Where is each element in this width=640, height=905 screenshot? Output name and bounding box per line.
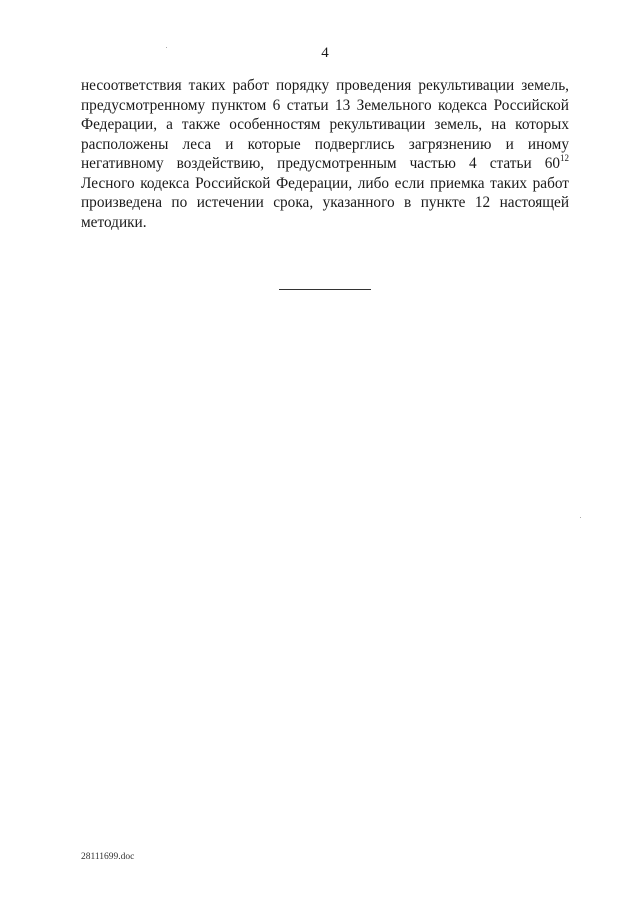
page-number: 4 <box>321 45 329 61</box>
paragraph-text-part-2: Лесного кодекса Российской Федерации, либо если приемка таких работ произведена по истечении срока, указанного в пункте 12 настоящей методики. <box>81 174 569 231</box>
body-paragraph <box>81 76 569 232</box>
scan-speck <box>580 517 581 518</box>
end-of-text-rule <box>279 289 371 290</box>
paragraph-text-part-1: несоответствия таких работ порядку проведения рекультивации земель, предусмотренному пунктом 6 статьи 13 Земельного кодекса Российской Федерации, а также особенностям рекультивации земель, на которых расположены леса и которые подверглись загрязнению и иному негативному воздействию, предусмотренным частью 4 статьи 60 <box>81 77 569 172</box>
footer-doc-id: 28111699.doc <box>81 852 135 862</box>
superscript-article-number: 12 <box>560 152 569 163</box>
scan-speck <box>166 47 167 48</box>
